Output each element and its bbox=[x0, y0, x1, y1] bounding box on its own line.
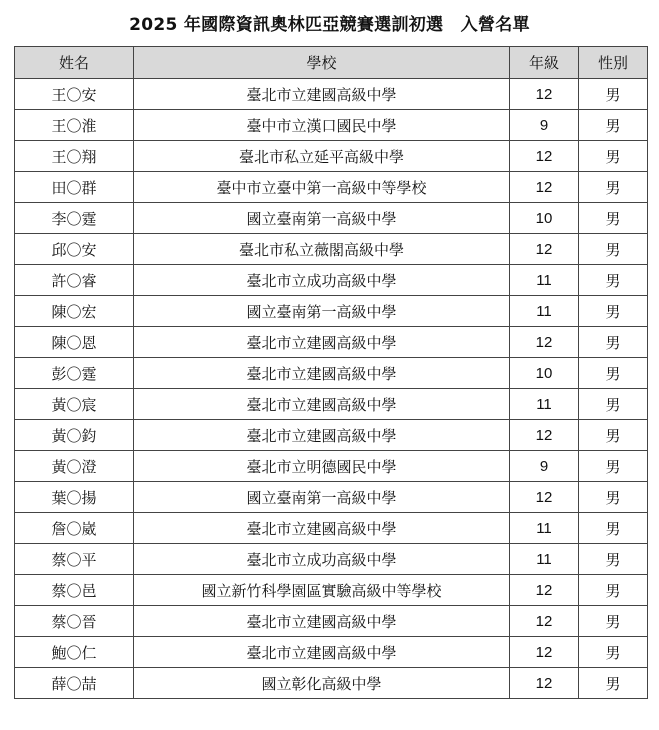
grade-cell: 12 bbox=[510, 234, 579, 265]
student-name-cell: 黃〇宸 bbox=[15, 389, 134, 420]
school-cell: 臺北市立建國高級中學 bbox=[134, 513, 510, 544]
grade-cell: 12 bbox=[510, 172, 579, 203]
table-row bbox=[15, 265, 648, 296]
grade-cell: 10 bbox=[510, 203, 579, 234]
gender-cell: 男 bbox=[579, 358, 648, 389]
gender-cell: 男 bbox=[579, 606, 648, 637]
student-name-cell: 黃〇澄 bbox=[15, 451, 134, 482]
gender-cell: 男 bbox=[579, 513, 648, 544]
gender-cell: 男 bbox=[579, 544, 648, 575]
student-name-cell: 許〇睿 bbox=[15, 265, 134, 296]
gender-cell: 男 bbox=[579, 575, 648, 606]
school-cell: 國立臺南第一高級中學 bbox=[134, 203, 510, 234]
student-name-cell: 鮑〇仁 bbox=[15, 637, 134, 668]
table-row bbox=[15, 110, 648, 141]
student-name-cell: 薛〇喆 bbox=[15, 668, 134, 699]
gender-cell: 男 bbox=[579, 327, 648, 358]
student-name-cell: 王〇安 bbox=[15, 79, 134, 110]
grade-cell: 12 bbox=[510, 327, 579, 358]
table-row bbox=[15, 296, 648, 327]
student-name-cell: 王〇淮 bbox=[15, 110, 134, 141]
school-cell: 臺北市立建國高級中學 bbox=[134, 79, 510, 110]
grade-cell: 11 bbox=[510, 544, 579, 575]
grade-cell: 12 bbox=[510, 482, 579, 513]
school-cell: 國立臺南第一高級中學 bbox=[134, 482, 510, 513]
table-row bbox=[15, 358, 648, 389]
table-row bbox=[15, 575, 648, 606]
school-cell: 臺北市立建國高級中學 bbox=[134, 358, 510, 389]
grade-cell: 11 bbox=[510, 296, 579, 327]
grade-cell: 12 bbox=[510, 668, 579, 699]
gender-cell: 男 bbox=[579, 110, 648, 141]
student-name-cell: 田〇群 bbox=[15, 172, 134, 203]
grade-cell: 12 bbox=[510, 420, 579, 451]
student-name-cell: 陳〇宏 bbox=[15, 296, 134, 327]
table-row bbox=[15, 513, 648, 544]
student-name-cell: 陳〇恩 bbox=[15, 327, 134, 358]
table-header-row bbox=[15, 47, 648, 79]
student-name-cell: 葉〇揚 bbox=[15, 482, 134, 513]
table-row bbox=[15, 234, 648, 265]
student-name-cell: 王〇翔 bbox=[15, 141, 134, 172]
grade-cell: 11 bbox=[510, 389, 579, 420]
table-row bbox=[15, 668, 648, 699]
grade-cell: 11 bbox=[510, 513, 579, 544]
table-row bbox=[15, 79, 648, 110]
grade-cell: 9 bbox=[510, 451, 579, 482]
gender-cell: 男 bbox=[579, 668, 648, 699]
school-cell: 臺中市立漢口國民中學 bbox=[134, 110, 510, 141]
gender-cell: 男 bbox=[579, 234, 648, 265]
table-body bbox=[15, 79, 648, 699]
roster-table bbox=[14, 46, 648, 699]
gender-cell: 男 bbox=[579, 451, 648, 482]
gender-cell: 男 bbox=[579, 172, 648, 203]
gender-cell: 男 bbox=[579, 265, 648, 296]
gender-cell: 男 bbox=[579, 141, 648, 172]
school-cell: 臺北市立建國高級中學 bbox=[134, 327, 510, 358]
header-school: 學校 bbox=[134, 47, 510, 79]
grade-cell: 11 bbox=[510, 265, 579, 296]
gender-cell: 男 bbox=[579, 389, 648, 420]
school-cell: 臺北市立建國高級中學 bbox=[134, 420, 510, 451]
table-row bbox=[15, 637, 648, 668]
table-row bbox=[15, 420, 648, 451]
school-cell: 臺中市立臺中第一高級中等學校 bbox=[134, 172, 510, 203]
document-title: 2025 年國際資訊奧林匹亞競賽選訓初選 入營名單 bbox=[129, 15, 530, 35]
student-name-cell: 邱〇安 bbox=[15, 234, 134, 265]
table-row bbox=[15, 389, 648, 420]
student-name-cell: 李〇霆 bbox=[15, 203, 134, 234]
student-name-cell: 詹〇崴 bbox=[15, 513, 134, 544]
school-cell: 臺北市立建國高級中學 bbox=[134, 637, 510, 668]
header-grade: 年級 bbox=[510, 47, 579, 79]
table-row bbox=[15, 544, 648, 575]
school-cell: 臺北市立建國高級中學 bbox=[134, 606, 510, 637]
table-row bbox=[15, 172, 648, 203]
grade-cell: 9 bbox=[510, 110, 579, 141]
table-row bbox=[15, 141, 648, 172]
student-name-cell: 彭〇霆 bbox=[15, 358, 134, 389]
table-row bbox=[15, 203, 648, 234]
table-row bbox=[15, 451, 648, 482]
student-name-cell: 蔡〇平 bbox=[15, 544, 134, 575]
student-name-cell: 蔡〇邑 bbox=[15, 575, 134, 606]
gender-cell: 男 bbox=[579, 203, 648, 234]
gender-cell: 男 bbox=[579, 420, 648, 451]
header-gender: 性別 bbox=[579, 47, 648, 79]
school-cell: 國立彰化高級中學 bbox=[134, 668, 510, 699]
gender-cell: 男 bbox=[579, 79, 648, 110]
table-row bbox=[15, 327, 648, 358]
header-name: 姓名 bbox=[15, 47, 134, 79]
grade-cell: 10 bbox=[510, 358, 579, 389]
table-row bbox=[15, 606, 648, 637]
grade-cell: 12 bbox=[510, 79, 579, 110]
school-cell: 臺北市立明德國民中學 bbox=[134, 451, 510, 482]
school-cell: 臺北市私立延平高級中學 bbox=[134, 141, 510, 172]
student-name-cell: 黃〇鈞 bbox=[15, 420, 134, 451]
school-cell: 臺北市立成功高級中學 bbox=[134, 265, 510, 296]
grade-cell: 12 bbox=[510, 606, 579, 637]
school-cell: 臺北市私立薇閣高級中學 bbox=[134, 234, 510, 265]
school-cell: 國立新竹科學園區實驗高級中等學校 bbox=[134, 575, 510, 606]
gender-cell: 男 bbox=[579, 482, 648, 513]
grade-cell: 12 bbox=[510, 637, 579, 668]
school-cell: 國立臺南第一高級中學 bbox=[134, 296, 510, 327]
grade-cell: 12 bbox=[510, 575, 579, 606]
school-cell: 臺北市立成功高級中學 bbox=[134, 544, 510, 575]
school-cell: 臺北市立建國高級中學 bbox=[134, 389, 510, 420]
grade-cell: 12 bbox=[510, 141, 579, 172]
gender-cell: 男 bbox=[579, 637, 648, 668]
student-name-cell: 蔡〇晉 bbox=[15, 606, 134, 637]
gender-cell: 男 bbox=[579, 296, 648, 327]
table-row bbox=[15, 482, 648, 513]
